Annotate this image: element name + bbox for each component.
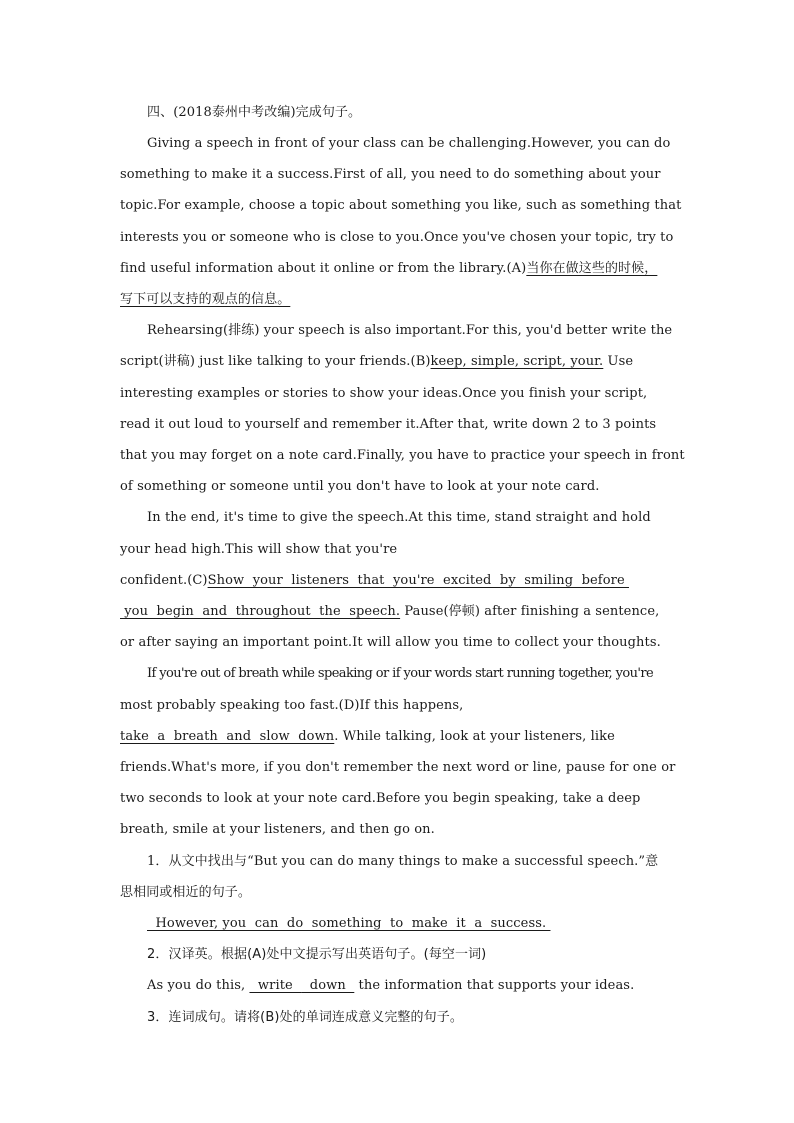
passage-line: interesting examples or stories to show your ideas.Once you finish your script, — [120, 386, 648, 401]
underlined-phrase-a-cont: 写下可以支持的观点的信息。 — [120, 292, 291, 307]
passage-line: In the end, it's time to give the speech.At this time, stand straight and hold — [147, 510, 651, 525]
passage-line: topic.For example, choose a topic about something you like, such as something that — [120, 198, 682, 213]
passage-line: Giving a speech in front of your class can be challenging.However, you can do — [147, 136, 671, 151]
passage-line: or after saying an important point.It will allow you time to collect your thoughts. — [120, 635, 661, 650]
passage-line: friends.What's more, if you don't remember the next word or line, pause for one or — [120, 760, 676, 775]
answer-2-blank-2: down — [301, 978, 355, 993]
passage-text: . While talking, look at your listeners, like — [334, 729, 615, 744]
passage-text: Use — [603, 354, 634, 369]
answer-1: However, you can do something to make it a success. — [147, 916, 551, 931]
passage-line: If you're out of breath while speaking or if your words start running together, you're — [147, 666, 654, 681]
passage-line — [120, 353, 720, 373]
underlined-phrase-c-cont: you begin and throughout the speech. — [120, 604, 401, 619]
passage-line — [120, 572, 720, 592]
question-1: 1．从文中找出与“But you can do many things to make a successful speech.”意 — [147, 854, 659, 869]
question-1-answer — [147, 915, 747, 935]
question-2-answer — [147, 977, 747, 997]
question-1-cont: 思相同或相近的句子。 — [120, 885, 252, 900]
passage-text: script(讲稿) just like talking to your friends.(B) — [120, 354, 431, 369]
passage-line — [120, 260, 720, 280]
passage-line: of something or someone until you don't have to look at your note card. — [120, 479, 600, 494]
passage-line — [120, 728, 720, 748]
passage-line: two seconds to look at your note card.Before you begin speaking, take a deep — [120, 791, 641, 806]
section-heading: 四、(2018泰州中考改编)完成句子。 — [147, 105, 362, 120]
passage-line: something to make it a success.First of all, you need to do something about your — [120, 167, 661, 182]
answer-2-text: As you do this, — [147, 978, 250, 993]
passage-text: find useful information about it online or from the library.(A) — [120, 261, 527, 276]
passage-line: interests you or someone who is close to you.Once you've chosen your topic, try to — [120, 230, 674, 245]
underlined-phrase-b: keep, simple, script, your. — [430, 354, 604, 369]
passage-line: that you may forget on a note card.Finally, you have to practice your speech in front — [120, 448, 685, 463]
underlined-phrase-d: take a breath and slow down — [120, 729, 335, 744]
answer-2-text: the information that supports your ideas. — [354, 978, 635, 993]
passage-line: read it out loud to yourself and remember it.After that, write down 2 to 3 points — [120, 417, 657, 432]
underlined-phrase-a: 当你在做这些的时候， — [526, 261, 658, 276]
underlined-phrase-c: Show your listeners that you're excited by smiling before — [207, 573, 629, 588]
passage-text: Pause(停顿) after finishing a sentence, — [400, 604, 660, 619]
passage-line: your head high.This will show that you're — [120, 542, 398, 557]
passage-line: breath, smile at your listeners, and then go on. — [120, 822, 435, 837]
question-3: 3．连词成句。请将(B)处的单词连成意义完整的句子。 — [147, 1010, 463, 1025]
passage-line: most probably speaking too fast.(D)If this happens, — [120, 698, 464, 713]
passage-line — [120, 291, 720, 311]
passage-line: Rehearsing(排练) your speech is also important.For this, you'd better write the — [147, 323, 673, 338]
answer-2-blank-1: write — [249, 978, 302, 993]
passage-line — [120, 603, 720, 623]
passage-text: confident.(C) — [120, 573, 208, 588]
question-2: 2．汉译英。根据(A)处中文提示写出英语句子。(每空一词) — [147, 947, 487, 962]
